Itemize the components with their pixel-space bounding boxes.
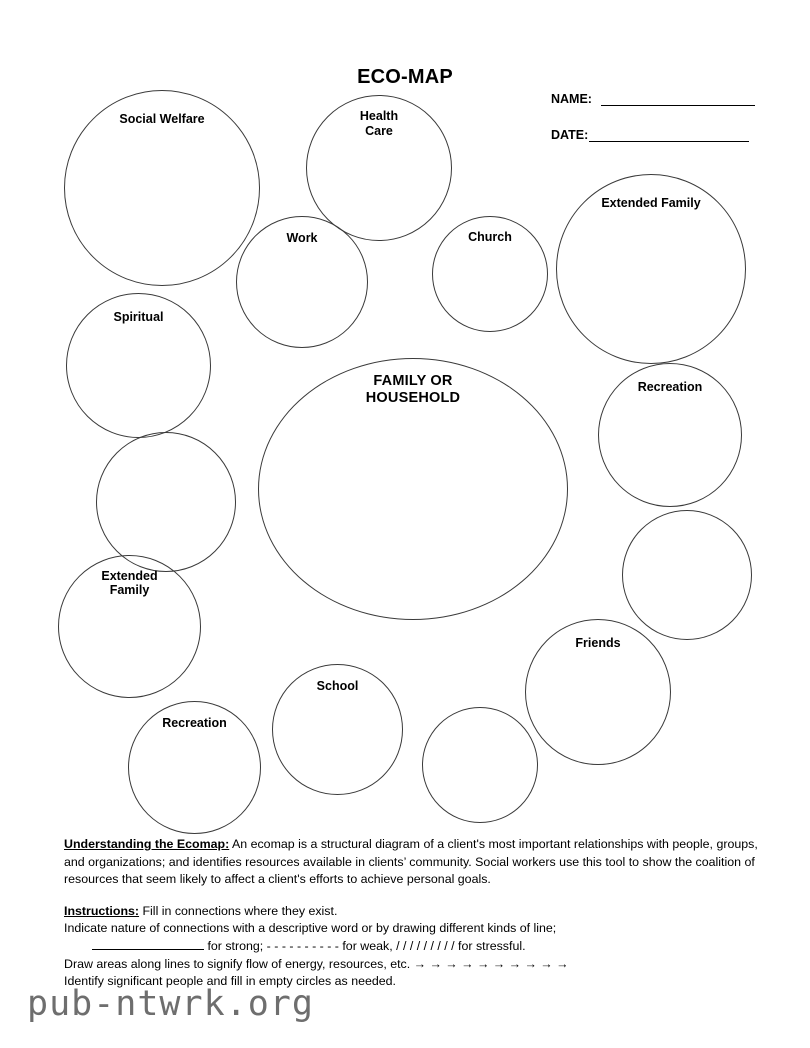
node-label-line2: Family: [109, 583, 150, 598]
legend-weak-text: - - - - - - - - - - for weak,: [263, 939, 393, 954]
page-title: ECO-MAP: [357, 66, 453, 88]
footer-instructions: [64, 836, 764, 991]
node-family-or-household[interactable]: [258, 358, 568, 620]
legend-stressful-text: / / / / / / / / / for stressful.: [392, 939, 526, 954]
node-label-line1: Friends: [575, 635, 621, 650]
node-label-extended-family-right: [557, 196, 745, 211]
node-label-line1: Recreation: [637, 379, 703, 394]
node-label-spiritual: [67, 310, 210, 325]
date-label: DATE:: [551, 128, 589, 142]
understanding-label: Understanding the Ecomap:: [64, 837, 230, 851]
node-blank-bottom-center[interactable]: [422, 707, 538, 823]
strong-line-sample: [92, 938, 204, 950]
name-label: NAME:: [551, 92, 592, 106]
node-label-extended-family-left: [59, 569, 200, 599]
node-health-care[interactable]: [306, 95, 452, 241]
node-work[interactable]: [236, 216, 368, 348]
node-label-line1: Extended Family: [601, 195, 701, 210]
node-recreation-left[interactable]: [128, 701, 261, 834]
instructions-first-line: [64, 903, 764, 921]
node-label-social-welfare: [65, 112, 259, 127]
node-label-recreation-right: [599, 380, 741, 395]
node-label-friends: [526, 636, 670, 651]
node-label-line1: Work: [286, 231, 318, 246]
node-label-family-household: [259, 373, 567, 406]
node-label-work: [237, 231, 367, 246]
node-spiritual[interactable]: [66, 293, 211, 438]
family-label-line2: HOUSEHOLD: [365, 389, 461, 406]
watermark: pub-ntwrk.org: [27, 984, 314, 1024]
node-recreation-right[interactable]: [598, 363, 742, 507]
node-label-line1: Social Welfare: [119, 112, 205, 127]
instructions-indicate-line: Indicate nature of connections with a descriptive word or by drawing different kinds of line;: [64, 921, 557, 936]
node-social-welfare[interactable]: [64, 90, 260, 286]
node-friends[interactable]: [525, 619, 671, 765]
node-church[interactable]: [432, 216, 548, 332]
instructions-block: [64, 903, 764, 991]
instructions-legend-line: [64, 938, 764, 956]
node-extended-family-right[interactable]: [556, 174, 746, 364]
understanding-text: An ecomap is a structural diagram of a client's most important relationships with people, groups, and organizations; and identifies resources available in clients’ community. Social workers use this tool to show the coalition of resources that seem likely to affect a client's efforts to achieve personal goals.: [64, 837, 758, 887]
instructions-intro: Fill in connections where they exist.: [139, 903, 338, 918]
node-label-church: [433, 230, 547, 245]
node-label-line1: School: [316, 679, 359, 694]
legend-strong-text: for strong;: [204, 939, 264, 954]
instructions-identify-line: Identify significant people and fill in empty circles as needed.: [64, 974, 396, 989]
node-label-recreation-left: [129, 716, 260, 731]
node-label-school: [273, 679, 402, 694]
understanding-paragraph: [64, 836, 764, 889]
node-label-line1: Extended: [101, 568, 158, 583]
family-label-line1: FAMILY OR: [373, 373, 453, 390]
node-label-line1: Church: [468, 229, 512, 244]
node-blank-right-mid[interactable]: [622, 510, 752, 640]
node-label-health-care: [307, 109, 451, 139]
node-label-line1: Health: [359, 108, 399, 123]
instructions-label: Instructions:: [64, 903, 140, 918]
arrow-sequence: → → → → → → → → → →: [413, 956, 569, 971]
instructions-draw-line: [64, 956, 764, 974]
draw-areas-text: Draw areas along lines to signify flow of energy, resources, etc.: [64, 956, 411, 971]
node-label-line1: Spiritual: [113, 309, 164, 324]
node-label-line2: Care: [365, 123, 393, 138]
node-school[interactable]: [272, 664, 403, 795]
node-label-line1: Recreation: [162, 716, 227, 731]
node-blank-left-mid[interactable]: [96, 432, 236, 572]
node-extended-family-left[interactable]: [58, 555, 201, 698]
